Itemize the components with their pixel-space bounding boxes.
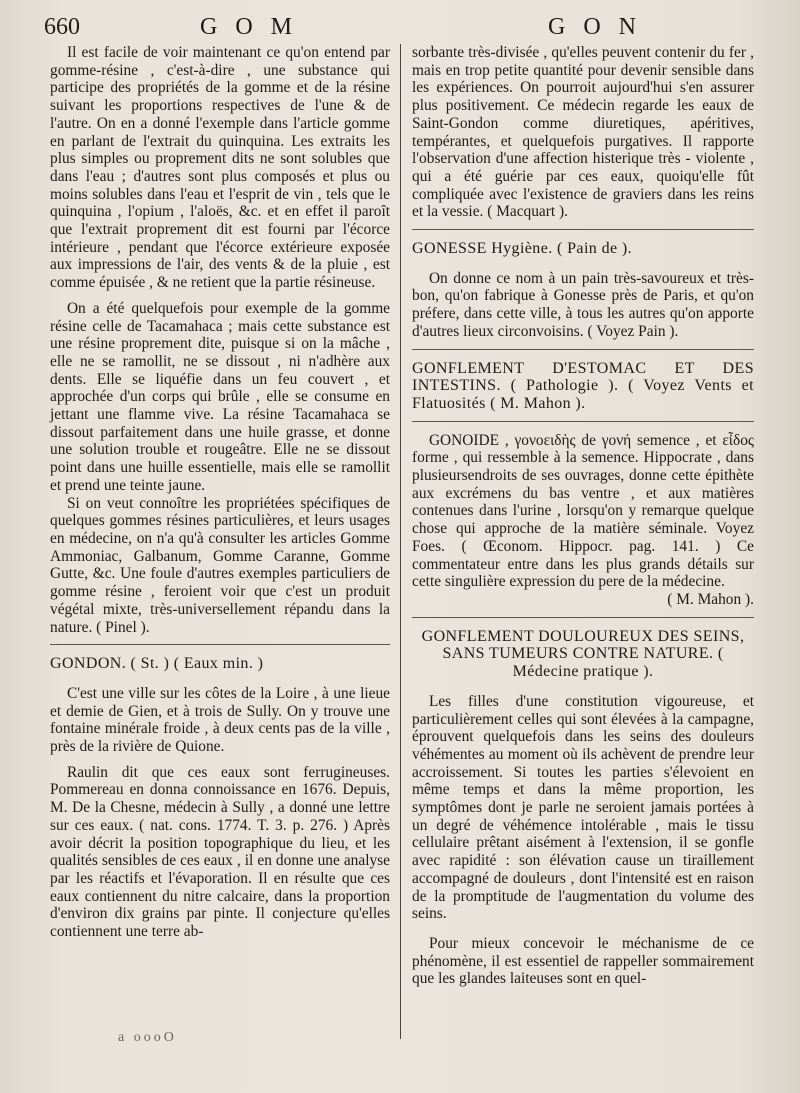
running-head-left: G O M — [200, 14, 299, 40]
section-divider — [412, 349, 754, 350]
paragraph-gondon-raulin: Raulin dit que ces eaux sont ferrugineuses. Pommereau en donna connoissance en 1676. Depuis, M. De la Chesne, médecin à Sully , a donné une lettre sur ces eaux. ( nat. cons. 1774. T. 3. p. 276. ) Après avoir décrit la position topographique du lieu, et les qualités sensibles de ces eaux , il en donne une analyse par les réactifs et l'évaporation. Il en résulte que ces eaux contiennent du nitre calcaire, dans la proportion d'environ dix grains par pinte. Il conjecture qu'elles contiennent une terre ab- — [50, 763, 390, 941]
paragraph-proprietes: Si on veut connoître les propriétées spécifiques de quelques gommes résines particulières, et leurs usages en médecine, on n'a qu'à consulter les articles Gomme Ammoniac, Galbanum, Gomme Caranne, Gomme Gutte, &c. Une foule d'autres exemples particuliers de gomme résine , feroient voir que c'est un produit végétal mixte, très-universellement répandu dans la nature. ( Pinel ). — [50, 494, 390, 636]
paragraph-tacamahaca: On a été quelquefois pour exemple de la gomme résine celle de Tacamahaca ; mais cette substance est une résine proprement dite, puisque si on la mâche , elle ne se ramollit, ne se dissout , ni n'adhère aux dents. Elle se liquéfie dans un feu couvert , et approchée d'un corps qui brûle , elle se consume en jettant une flamme vive. La résine Tacamahaca se dissout parfaitement dans une huile grasse, et donne une solution trouble et rougeâtre. Elle ne se dissout point dans une huille essentielle, mais elle se ramollit et prend une teinte jaune. — [50, 299, 390, 494]
running-head-right: G O N — [548, 14, 642, 40]
entry-title-gonflement-seins: GONFLEMENT DOULOUREUX DES SEINS, SANS TUMEURS CONTRE NATURE. ( Médecine pratique ). — [421, 627, 745, 681]
paragraph-gonoide: GONOIDE , γονοειδὴς de γονή semence , et εἶδος forme , qui ressemble à la semence. Hippocrate , dans plusieursendroits de ses ouvrages, donne cette épithète aux excrémens du bas ventre , et aux matières contenues dans l'urine , lorsqu'on y remarque quelque chose qui approche de la matière séminale. Voyez Foes. ( Œconom. Hippocr. pag. 141. ) Ce commentateur entre dans les plus grands détails sur cette singulière expression du pere de la médecine. — [412, 431, 754, 591]
right-column — [412, 44, 754, 988]
section-divider — [412, 229, 754, 230]
paragraph-gomme-resine: Il est facile de voir maintenant ce qu'on entend par gomme-résine , c'est-à-dire , une substance qui participe des propriétés de la gomme et de la résine suivant les proportions respectives de l'une & de l'autre. On en a donné l'exemple dans l'article gomme en parlant de l'extrait du quinquina. Les extraits les plus simples ou proprement dits ne sont solubles que dans l'eau ; d'autres sont plus composés et plus ou moins solubles dans l'eau et l'esprit de vin , tels que le quinquina , l'opium , l'aloës, &c. et en effet il paroît que l'extrait proprement dit est fourni par l'écorce intérieure , pendant que l'écorce extérieure exposée aux impressions de l'air, des vents & de la pluie , est comme épuisée , & ne retient que la partie résineuse. — [50, 44, 390, 292]
column-rule — [400, 44, 401, 1039]
paragraph-seins-douleurs: Les filles d'une constitution vigoureuse, et particulièrement celles qui sont élevées à la campagne, éprouvent quelquefois dans les seins des douleurs véhémentes au moment où ils achèvent de prendre leur accroissement. Si toutes les parties s'élevoient en même temps et dans la même proportion, les symptômes dont je parle ne seroient jamais portées à un degré de véhémence intolérable , mais le tissu cellulaire prêtant aisément à l'extension, il se gonfle avec rapidité : son élévation cause un tiraillement accompagné de douleurs , dont l'intensité est en raison de la promptitude de l'augmentation du volume des seins. — [412, 692, 754, 923]
paragraph-gondon-suite: sorbante très-divisée , qu'elles peuvent contenir du fer , mais en trop petite quantité pour devenir sensible dans les expériences. On pourroit aujourd'hui s'en assurer plus positivement. Ce médecin regarde les eaux de Saint-Gondon comme diuretiques, apéritives, tempérantes, et quelquefois purgatives. Il rapporte l'observation d'une affection histerique très - violente , qui a été guérie par ces eaux, quoiqu'elle fût compliquée avec l'existence de graviers dans les reins et la vessie. ( Macquart ). — [412, 44, 754, 221]
entry-title-gonflement-estomac: GONFLEMENT D'ESTOMAC ET DES INTESTINS. ( Pathologie ). ( Voyez Vents et Flatuosités ( M. Mahon ). — [412, 359, 754, 412]
entry-title-gondon: GONDON. ( St. ) ( Eaux min. ) — [50, 655, 264, 673]
paragraph-gondon-ville: C'est une ville sur les côtes de la Loire , à une lieue et demie de Gien, et à trois de Sully. On y trouve une fontaine minérale froide , à deux cents pas de la ville , près de la rivière de Quione. — [50, 684, 390, 756]
entry-title-gonesse: GONESSE Hygiène. ( Pain de ). — [412, 240, 633, 258]
left-column — [50, 44, 390, 941]
section-divider — [412, 617, 754, 618]
paragraph-gonesse: On donne ce nom à un pain très-savoureux et très-bon, qu'on fabrique à Gonesse près de Paris, et qu'on préfere, dans cette ville, à tous les autres qu'on apporte d'autres lieux circonvoisins. ( Voyez Pain ). — [412, 269, 754, 340]
paragraph-mechanisme: Pour mieux concevoir le méchanisme de ce phénomène, il est essentiel de rappeller sommairement que les glandes laiteuses sont en quel- — [412, 934, 754, 988]
section-divider — [50, 644, 390, 645]
page-number: 660 — [44, 14, 80, 40]
page-header — [0, 14, 800, 44]
author-signature: ( M. Mahon ). — [667, 590, 754, 608]
section-divider — [412, 421, 754, 422]
page-footer-mark: a oooO — [118, 1030, 177, 1045]
